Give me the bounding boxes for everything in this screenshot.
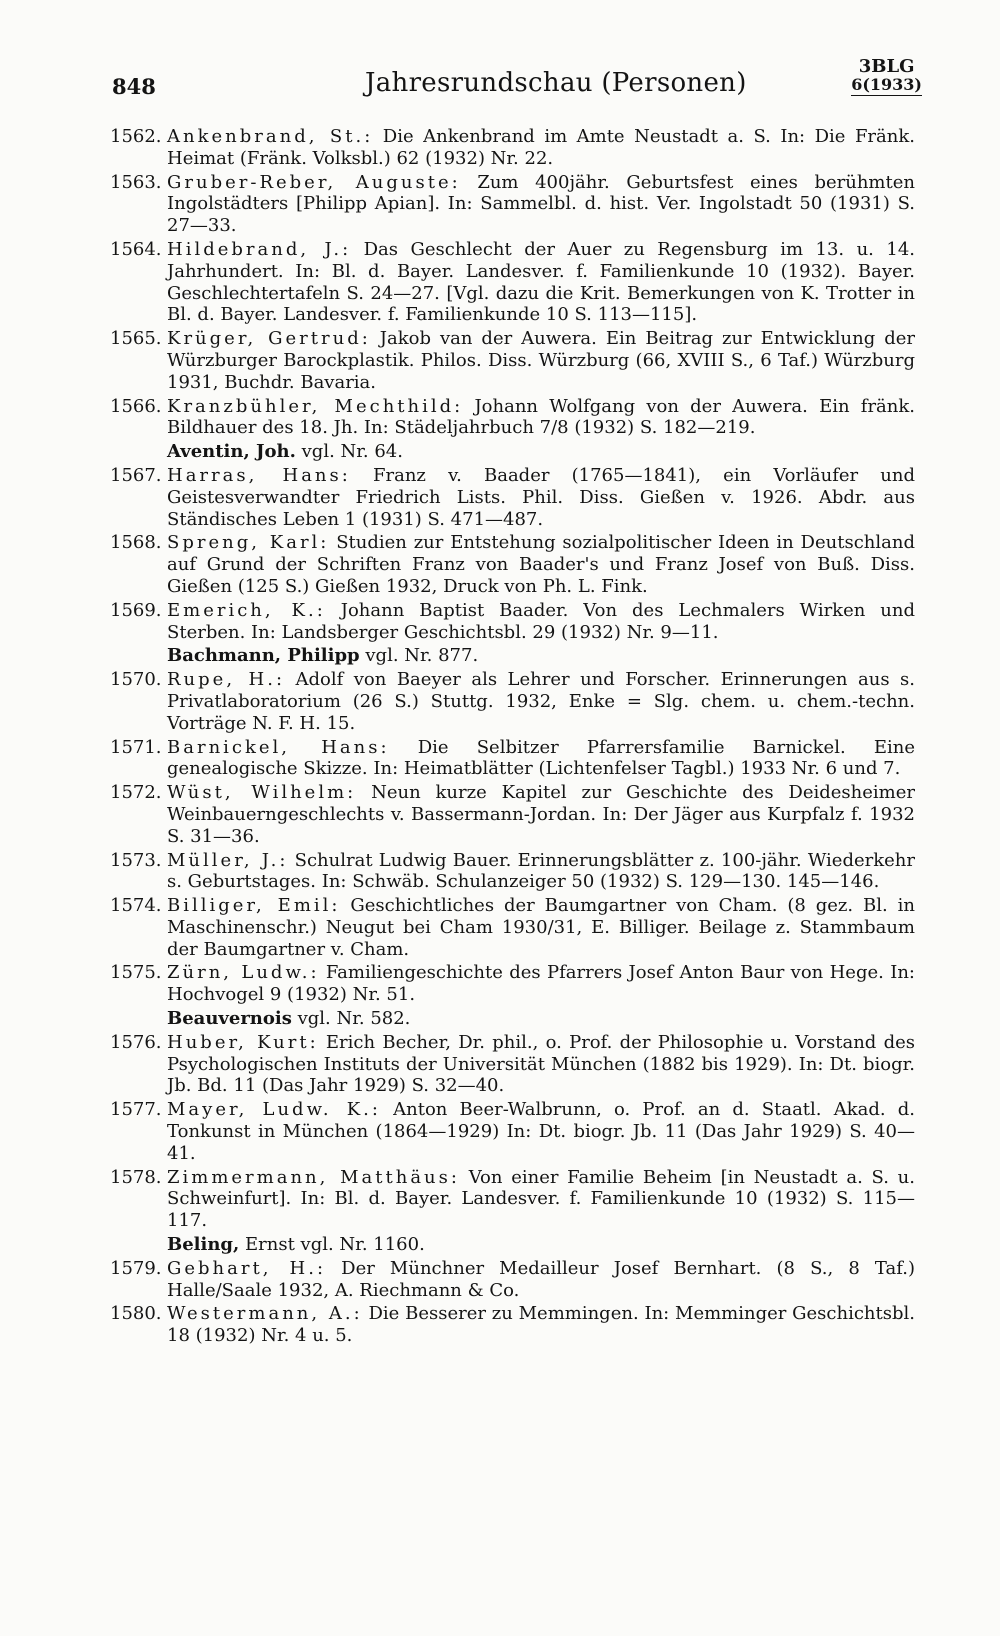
bibliography-entry bbox=[110, 850, 915, 894]
entry-text: Johann Baptist Baader. Von des Lechmalers Wirken und Sterben. In: Landsberger Geschichtsbl. 29 (1932) Nr. 9—11. bbox=[167, 599, 915, 643]
entry-number: 1575. bbox=[110, 962, 162, 984]
entry-text: Die Selbitzer Pfarrersfamilie Barnickel. Eine genealogische Skizze. In: Heimatblätter (Lichtenfelser Tagbl.) 1933 Nr. 6 und 7. bbox=[167, 736, 915, 780]
entry-text: Zum 400jähr. Geburtsfest eines berühmten Ingolstädters [Philipp Apian]. In: Sammelbl. d. hist. Ver. Ingolstadt 50 (1931) S. 27—33. bbox=[167, 171, 915, 237]
entry-number: 1572. bbox=[110, 782, 162, 804]
bibliography-entry bbox=[110, 1032, 915, 1097]
entry-author: Emerich, K.: bbox=[167, 599, 326, 621]
entry-author: Krüger, Gertrud: bbox=[167, 328, 371, 350]
entry-number: 1573. bbox=[110, 849, 162, 871]
entry-number: 1562. bbox=[110, 126, 162, 147]
cross-reference-text: vgl. Nr. 64. bbox=[301, 441, 403, 463]
bibliography-entry bbox=[110, 239, 915, 326]
entry-text: Erich Becher, Dr. phil., o. Prof. der Philosophie u. Vorstand des Psychologischen Instituts der Universität München (1882 bis 1929). In: Dt. biogr. Jb. Bd. 11 (Das Jahr 1929) S. 32—40. bbox=[167, 1031, 915, 1097]
running-title: Jahresrundschau (Personen) bbox=[365, 68, 747, 98]
page-number: 848 bbox=[112, 74, 156, 99]
bibliography-entry bbox=[110, 737, 915, 781]
entry-number: 1570. bbox=[110, 669, 162, 691]
volume-mark bbox=[851, 58, 922, 96]
cross-reference-subject: Beauvernois bbox=[167, 1008, 292, 1030]
entry-text: Schulrat Ludwig Bauer. Erinnerungsblätter z. 100-jähr. Wiederkehr s. Geburtstages. In: Schwäb. Schulanzeiger 50 (1932) S. 129—130. 145—146. bbox=[167, 849, 915, 893]
entry-text: Jakob van der Auwera. Ein Beitrag zur Entwicklung der Würzburger Barockplastik. Philos. Diss. Würzburg (66, XVIII S., 6 Taf.) Würzburg 1931, Buchdr. Bavaria. bbox=[167, 328, 915, 393]
bibliography-entry bbox=[110, 782, 915, 847]
bibliography-entry bbox=[110, 532, 915, 597]
entry-author: Billiger, Emil: bbox=[167, 895, 341, 917]
bibliography-entry bbox=[110, 600, 915, 644]
entry-author: Barnickel, Hans: bbox=[167, 736, 390, 758]
entry-number: 1579. bbox=[110, 1257, 162, 1279]
entry-author: Westermann, A.: bbox=[167, 1303, 363, 1325]
entry-number: 1574. bbox=[110, 895, 162, 917]
volume-mark-bottom: 6(1933) bbox=[851, 74, 922, 94]
cross-reference-text: vgl. Nr. 877. bbox=[365, 645, 479, 667]
entry-author: Müller, J.: bbox=[167, 849, 289, 871]
cross-reference bbox=[110, 1234, 915, 1256]
entry-text: Geschichtliches der Baumgartner von Cham. (8 gez. Bl. in Maschinenschr.) Neugut bei Cham 1930/31, E. Billiger. Beilage z. Stammbaum der Baumgartner v. Cham. bbox=[167, 895, 915, 960]
bibliography-entry bbox=[110, 1258, 915, 1302]
cross-reference-subject: Beling, bbox=[167, 1234, 240, 1256]
entry-text: Adolf von Baeyer als Lehrer und Forscher. Erinnerungen aus s. Privatlaboratorium (26 S.) Stuttg. 1932, Enke = Slg. chem. u. chem.-techn. Vorträge N. F. H. 15. bbox=[167, 669, 915, 734]
entry-author: Wüst, Wilhelm: bbox=[167, 782, 357, 804]
bibliography-entry bbox=[110, 172, 915, 237]
entry-number: 1578. bbox=[110, 1166, 162, 1188]
cross-reference-subject: Bachmann, Philipp bbox=[167, 645, 360, 667]
entry-number: 1571. bbox=[110, 736, 162, 758]
entry-author: Harras, Hans: bbox=[167, 464, 351, 486]
entry-number: 1567. bbox=[110, 464, 162, 486]
bibliography-entry bbox=[110, 962, 915, 1006]
entry-author: Huber, Kurt: bbox=[167, 1031, 319, 1053]
entry-text: Der Münchner Medailleur Josef Bernhart. (8 S., 8 Taf.) Halle/Saale 1932, A. Riechmann & Co. bbox=[167, 1257, 915, 1301]
bibliography-entry bbox=[110, 465, 915, 530]
entry-author: Hildebrand, J.: bbox=[167, 238, 352, 260]
page-header bbox=[0, 0, 1000, 110]
cross-reference-subject: Aventin, Joh. bbox=[167, 441, 296, 463]
entry-number: 1565. bbox=[110, 328, 162, 350]
entry-number: 1566. bbox=[110, 395, 162, 417]
entry-number: 1577. bbox=[110, 1099, 162, 1121]
bibliography-entry bbox=[110, 1303, 915, 1347]
entry-author: Kranzbühler, Mechthild: bbox=[167, 395, 464, 417]
bibliography-entry bbox=[110, 1099, 915, 1164]
entry-text: Anton Beer-Walbrunn, o. Prof. an d. Staatl. Akad. d. Tonkunst in München (1864—1929) In: Dt. biogr. Jb. 11 (Das Jahr 1929) S. 40—41. bbox=[167, 1099, 915, 1164]
cross-reference-text: Ernst vgl. Nr. 1160. bbox=[245, 1234, 425, 1256]
entry-text: Familiengeschichte des Pfarrers Josef Anton Baur von Hege. In: Hochvogel 9 (1932) Nr. 51. bbox=[167, 962, 915, 1006]
cross-reference-text: vgl. Nr. 582. bbox=[297, 1008, 411, 1030]
entry-number: 1576. bbox=[110, 1031, 162, 1053]
cross-reference bbox=[110, 441, 915, 463]
entry-text: Franz v. Baader (1765—1841), ein Vorläufer und Geistesverwandter Friedrich Lists. Phil. Diss. Gießen v. 1926. Abdr. aus Ständisches Leben 1 (1931) S. 471—487. bbox=[167, 464, 915, 530]
entry-author: Spreng, Karl: bbox=[167, 532, 330, 554]
entry-author: Rupe, H.: bbox=[167, 669, 286, 691]
entry-text: Studien zur Entstehung sozialpolitischer Ideen in Deutschland auf Grund der Schriften Franz von Baader's und Franz Josef von Buß. Diss. Gießen (125 S.) Gießen 1932, Druck von Ph. L. Fink. bbox=[167, 532, 915, 597]
entry-number: 1563. bbox=[110, 171, 162, 193]
entry-number: 1568. bbox=[110, 532, 162, 554]
volume-mark-top: 3BLG bbox=[858, 56, 915, 77]
cross-reference bbox=[110, 1008, 915, 1030]
entry-author: Zürn, Ludw.: bbox=[167, 962, 320, 984]
entry-author: Mayer, Ludw. K.: bbox=[167, 1099, 381, 1121]
bibliography-entry bbox=[110, 328, 915, 393]
bibliography-entry bbox=[110, 669, 915, 734]
entry-text: Neun kurze Kapitel zur Geschichte des Deidesheimer Weinbauerngeschlechts v. Bassermann-Jordan. In: Der Jäger aus Kurpfalz f. 1932 S. 31—36. bbox=[167, 782, 915, 847]
entry-author: Zimmermann, Matthäus: bbox=[167, 1166, 460, 1188]
entry-author: Ankenbrand, St.: bbox=[167, 126, 374, 147]
bibliography-entry bbox=[110, 396, 915, 440]
entry-text: Die Besserer zu Memmingen. In: Memminger Geschichtsbl. 18 (1932) Nr. 4 u. 5. bbox=[167, 1303, 915, 1347]
entry-number: 1569. bbox=[110, 599, 162, 621]
entry-text: Johann Wolfgang von der Auwera. Ein fränk. Bildhauer des 18. Jh. In: Städeljahrbuch 7/8 (1932) S. 182—219. bbox=[167, 395, 915, 439]
entry-number: 1564. bbox=[110, 238, 162, 260]
entry-text: Das Geschlecht der Auer zu Regensburg im 13. u. 14. Jahrhundert. In: Bl. d. Bayer. Landesver. f. Familienkunde 10 (1932). Bayer. Geschlechtertafeln S. 24—27. [Vgl. dazu die Krit. Bemerkungen von K. Trotter in Bl. d. Bayer. Landesver. f. Familienkunde 10 S. 113—115]. bbox=[167, 238, 915, 326]
bibliography-entry bbox=[110, 126, 915, 170]
cross-reference bbox=[110, 645, 915, 667]
entry-author: Gebhart, H.: bbox=[167, 1257, 327, 1279]
entry-text: Die Ankenbrand im Amte Neustadt a. S. In: Die Fränk. Heimat (Fränk. Volksbl.) 62 (1932) Nr. 22. bbox=[167, 126, 915, 169]
entry-author: Gruber-Reber, Auguste: bbox=[167, 171, 461, 193]
entry-number: 1580. bbox=[110, 1303, 162, 1325]
bibliography-entry bbox=[110, 895, 915, 960]
bibliography-list bbox=[110, 126, 915, 1349]
entry-text: Von einer Familie Beheim [in Neustadt a. S. u. Schweinfurt]. In: Bl. d. Bayer. Landesver. f. Familienkunde 10 (1932) S. 115—117. bbox=[167, 1166, 915, 1232]
bibliography-entry bbox=[110, 1167, 915, 1232]
